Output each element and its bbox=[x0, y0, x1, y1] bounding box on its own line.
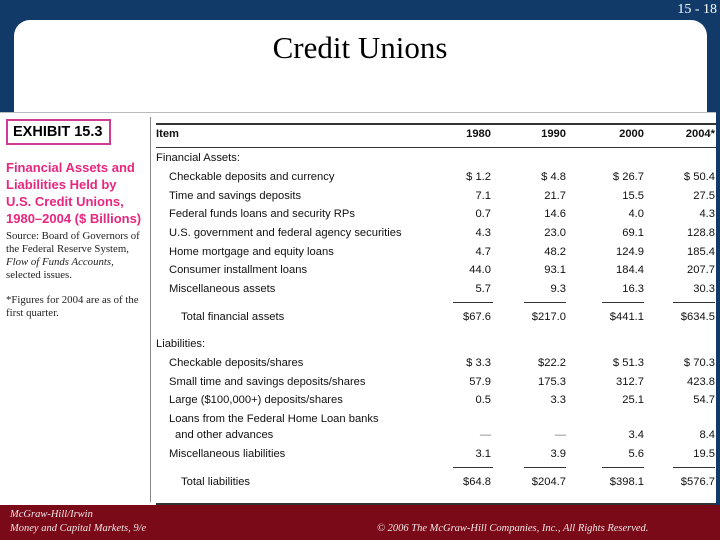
cell: $67.6 bbox=[463, 311, 491, 323]
header-rule-top bbox=[156, 123, 716, 125]
table-row bbox=[156, 394, 716, 410]
table-row bbox=[156, 264, 716, 280]
cell: — bbox=[554, 429, 566, 441]
row-label: Consumer installment loans bbox=[169, 264, 308, 276]
exhibit-panel bbox=[0, 112, 716, 508]
row-label: Total financial assets bbox=[181, 311, 285, 323]
cell: $ 50.4 bbox=[683, 171, 715, 183]
subtotal-rule bbox=[602, 302, 644, 303]
header-col-2000: 2000 bbox=[619, 128, 644, 140]
cell: 184.4 bbox=[616, 264, 644, 276]
table-row bbox=[156, 429, 716, 445]
cell: 185.4 bbox=[687, 246, 715, 258]
total-row-liabilities bbox=[156, 476, 716, 492]
cell: 4.7 bbox=[475, 246, 491, 258]
row-label: Miscellaneous assets bbox=[169, 283, 276, 295]
liabilities-label: Liabilities: bbox=[156, 338, 206, 350]
cell: 16.3 bbox=[622, 283, 644, 295]
cell: 93.1 bbox=[544, 264, 566, 276]
exhibit-heading: Financial Assets and Liabilities Held by U.S. Credit Unions, 1980–2004 ($ Billions) bbox=[6, 160, 142, 226]
header-item: Item bbox=[156, 128, 180, 140]
cell: 3.4 bbox=[628, 429, 644, 441]
footer-copyright: © 2006 The McGraw-Hill Companies, Inc., All Rights Reserved. bbox=[377, 523, 649, 534]
table-row bbox=[156, 413, 716, 429]
cell: 19.5 bbox=[693, 448, 715, 460]
cell: $441.1 bbox=[609, 311, 644, 323]
cell: $22.2 bbox=[538, 357, 566, 369]
cell: 23.0 bbox=[544, 227, 566, 239]
cell: $64.8 bbox=[463, 476, 491, 488]
section-label-liabilities bbox=[156, 338, 716, 354]
table-row bbox=[156, 227, 716, 243]
cell: 175.3 bbox=[538, 376, 566, 388]
cell: $ 26.7 bbox=[612, 171, 644, 183]
cell: 128.8 bbox=[687, 227, 715, 239]
row-label: Home mortgage and equity loans bbox=[169, 246, 334, 258]
table-row bbox=[156, 190, 716, 206]
table-row bbox=[156, 246, 716, 262]
total-row-assets bbox=[156, 311, 716, 327]
table-header bbox=[156, 128, 716, 144]
subtotal-rule bbox=[673, 302, 715, 303]
header-col-1990: 1990 bbox=[541, 128, 566, 140]
cell: — bbox=[479, 429, 491, 441]
exhibit-note: *Figures for 2004 are as of the first quarter. bbox=[6, 294, 139, 319]
cell: 5.7 bbox=[475, 283, 491, 295]
cell: 9.3 bbox=[550, 283, 566, 295]
exhibit-label: EXHIBIT 15.3 bbox=[6, 119, 111, 145]
cell: 3.1 bbox=[475, 448, 491, 460]
table-row bbox=[156, 208, 716, 224]
cell: 0.5 bbox=[475, 394, 491, 406]
cell: $ 3.3 bbox=[466, 357, 491, 369]
table-row bbox=[156, 171, 716, 187]
subtotal-rule bbox=[602, 467, 644, 468]
row-label: U.S. government and federal agency securities bbox=[169, 227, 402, 239]
row-label: Checkable deposits/shares bbox=[169, 357, 304, 369]
cell: $634.5 bbox=[680, 311, 715, 323]
cell: 5.6 bbox=[628, 448, 644, 460]
cell: 57.9 bbox=[469, 376, 491, 388]
table-row bbox=[156, 283, 716, 299]
cell: 69.1 bbox=[622, 227, 644, 239]
cell: 4.3 bbox=[699, 208, 715, 220]
footer-publisher: McGraw-Hill/Irwin bbox=[10, 509, 93, 520]
cell: 207.7 bbox=[687, 264, 715, 276]
cell: $ 70.3 bbox=[683, 357, 715, 369]
exhibit-source bbox=[6, 230, 144, 282]
subtotal-rule bbox=[453, 467, 493, 468]
row-label: Loans from the Federal Home Loan banks bbox=[169, 413, 379, 425]
section-label-assets bbox=[156, 152, 716, 168]
cell: 3.9 bbox=[550, 448, 566, 460]
header-col-1980: 1980 bbox=[466, 128, 491, 140]
cell: 48.2 bbox=[544, 246, 566, 258]
cell: 25.1 bbox=[622, 394, 644, 406]
subtotal-rule bbox=[524, 302, 566, 303]
cell: 15.5 bbox=[622, 190, 644, 202]
cell: 4.3 bbox=[475, 227, 491, 239]
cell: 312.7 bbox=[616, 376, 644, 388]
header-col-2004: 2004* bbox=[685, 128, 715, 140]
exhibit-sidebar bbox=[6, 159, 144, 320]
assets-label: Financial Assets: bbox=[156, 152, 240, 164]
cell: $398.1 bbox=[609, 476, 644, 488]
cell: 21.7 bbox=[544, 190, 566, 202]
row-label-continued: and other advances bbox=[175, 429, 274, 441]
table-row bbox=[156, 376, 716, 392]
cell: 44.0 bbox=[469, 264, 491, 276]
cell: 0.7 bbox=[475, 208, 491, 220]
row-label: Large ($100,000+) deposits/shares bbox=[169, 394, 343, 406]
row-label: Miscellaneous liabilities bbox=[169, 448, 286, 460]
cell: 7.1 bbox=[475, 190, 491, 202]
cell: 4.0 bbox=[628, 208, 644, 220]
header-rule-bottom bbox=[156, 147, 716, 148]
cell: $204.7 bbox=[531, 476, 566, 488]
cell: 14.6 bbox=[544, 208, 566, 220]
subtotal-rule bbox=[524, 467, 566, 468]
cell: $ 1.2 bbox=[466, 171, 491, 183]
cell: $ 4.8 bbox=[541, 171, 566, 183]
cell: $ 51.3 bbox=[612, 357, 644, 369]
row-label: Checkable deposits and currency bbox=[169, 171, 335, 183]
subtotal-rule bbox=[673, 467, 715, 468]
row-label: Small time and savings deposits/shares bbox=[169, 376, 366, 388]
table-row bbox=[156, 357, 716, 373]
subtotal-rule bbox=[453, 302, 493, 303]
cell: 3.3 bbox=[550, 394, 566, 406]
cell: 8.4 bbox=[699, 429, 715, 441]
cell: 423.8 bbox=[687, 376, 715, 388]
source-title: Flow of Funds Accounts, bbox=[6, 256, 114, 268]
row-label: Total liabilities bbox=[181, 476, 251, 488]
source-prefix: Source: Board of Governors of the Federal Reserve System, bbox=[6, 230, 140, 255]
cell: $217.0 bbox=[531, 311, 566, 323]
column-divider bbox=[150, 117, 151, 502]
cell: 30.3 bbox=[693, 283, 715, 295]
slide-title: Credit Unions bbox=[272, 30, 448, 65]
cell: 27.5 bbox=[693, 190, 715, 202]
cell: $576.7 bbox=[680, 476, 715, 488]
cell: 54.7 bbox=[693, 394, 715, 406]
cell: 124.9 bbox=[616, 246, 644, 258]
slide-number: 15 - 18 bbox=[677, 2, 717, 17]
row-label: Time and savings deposits bbox=[169, 190, 302, 202]
source-suffix: selected issues. bbox=[6, 269, 72, 281]
row-label: Federal funds loans and security RPs bbox=[169, 208, 355, 220]
table-row bbox=[156, 448, 716, 464]
footer-book: Money and Capital Markets, 9/e bbox=[10, 523, 147, 534]
